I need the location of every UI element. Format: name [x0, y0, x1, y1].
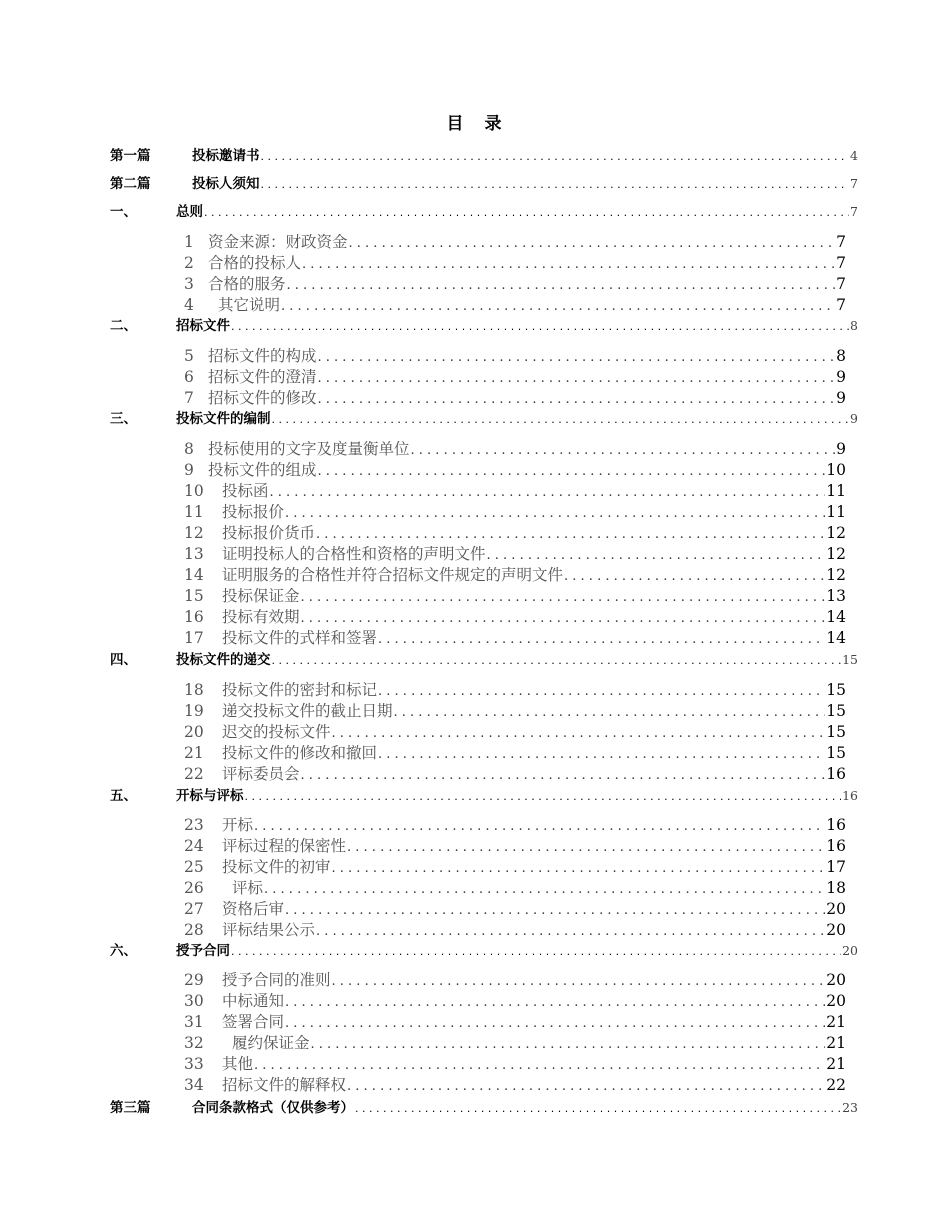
- toc-entry-label: 投标文件的修改和撤回: [222, 744, 378, 762]
- toc-section-entry[interactable]: [110, 1098, 858, 1119]
- toc-entry-number: 一、: [110, 204, 137, 220]
- toc-entry-number: 3: [184, 275, 194, 293]
- toc-dot-leader: [349, 233, 836, 254]
- toc-page-number: 7: [850, 204, 858, 219]
- toc-page-number: 15: [842, 652, 858, 667]
- toc-page-number: 14: [826, 608, 846, 626]
- toc-dot-leader: [318, 461, 826, 482]
- toc-dot-leader: [264, 879, 825, 900]
- toc-page-number: 20: [826, 992, 846, 1010]
- toc-entry-label: 投标有效期: [222, 608, 300, 626]
- toc-entry-number: 25: [184, 858, 204, 876]
- toc-entry-label: 评标过程的保密性: [222, 837, 347, 855]
- toc-subsection-entry[interactable]: [184, 815, 846, 837]
- toc-dot-leader: [301, 587, 826, 608]
- toc-dot-leader: [254, 816, 825, 837]
- toc-entry-label: 其它说明: [218, 296, 281, 314]
- toc-section-entry[interactable]: [110, 650, 858, 671]
- toc-page-number: 20: [826, 900, 846, 918]
- toc-entry-number: 23: [184, 816, 204, 834]
- toc-dot-leader: [394, 702, 826, 723]
- toc-entry-label: 投标报价: [222, 503, 285, 521]
- toc-section-entry[interactable]: [110, 174, 858, 195]
- toc-entry-number: 29: [184, 971, 204, 989]
- toc-entry-number: 六、: [110, 943, 137, 959]
- toc-page-number: 7: [836, 254, 846, 272]
- toc-entry-label: 投标报价货币: [222, 524, 316, 542]
- toc-page-number: 10: [826, 461, 846, 479]
- toc-page-number: 7: [836, 275, 846, 293]
- toc-entry-label: 评标: [232, 879, 264, 897]
- toc-subsection-entry[interactable]: [184, 607, 846, 629]
- toc-entry-label: 投标文件的初审: [222, 858, 331, 876]
- toc-entry-number: 13: [184, 545, 204, 563]
- toc-entry-number: 33: [184, 1055, 204, 1073]
- toc-page-number: 21: [826, 1055, 846, 1073]
- toc-dot-leader: [231, 942, 841, 962]
- toc-page-number: 21: [826, 1034, 846, 1052]
- toc-dot-leader: [272, 410, 850, 430]
- toc-entry-number: 15: [184, 587, 204, 605]
- toc-subsection-entry[interactable]: [184, 544, 846, 566]
- toc-page-number: 18: [826, 879, 846, 897]
- toc-dot-leader: [316, 921, 825, 942]
- toc-entry-number: 34: [184, 1076, 204, 1094]
- toc-entry-label: 证明投标人的合格性和资格的声明文件: [222, 545, 486, 563]
- toc-page-number: 7: [836, 233, 846, 251]
- toc-dot-leader: [281, 296, 835, 317]
- toc-entry-label: 迟交的投标文件: [222, 723, 331, 741]
- toc-entry-label: 投标人须知: [192, 176, 260, 192]
- toc-entry-label: 评标结果公示: [222, 921, 316, 939]
- toc-subsection-entry[interactable]: [184, 274, 846, 296]
- toc-page-number: 12: [826, 524, 846, 542]
- toc-page-number: 12: [826, 545, 846, 563]
- toc-entry-label: 投标使用的文字及度量衡单位: [208, 440, 410, 458]
- toc-page-number: 11: [826, 482, 846, 500]
- toc-subsection-entry[interactable]: [184, 764, 846, 786]
- toc-dot-leader: [245, 787, 842, 807]
- toc-entry-label: 合同条款格式（仅供参考）: [192, 1100, 354, 1116]
- toc-entry-number: 12: [184, 524, 204, 542]
- toc-entry-number: 6: [184, 368, 194, 386]
- toc-subsection-entry[interactable]: [184, 439, 846, 461]
- toc-page-number: 15: [826, 681, 846, 699]
- toc-entry-number: 14: [184, 566, 204, 584]
- toc-entry-number: 5: [184, 347, 194, 365]
- toc-entry-number: 11: [184, 503, 204, 521]
- toc-subsection-entry[interactable]: [184, 565, 846, 587]
- toc-entry-label: 招标文件的澄清: [208, 368, 317, 386]
- toc-entry-number: 2: [184, 254, 194, 272]
- toc-section-entry[interactable]: [110, 202, 858, 223]
- toc-section-entry[interactable]: [110, 786, 858, 807]
- toc-page-number: 9: [836, 440, 846, 458]
- toc-subsection-entry[interactable]: [184, 836, 846, 858]
- toc-dot-leader: [285, 503, 825, 524]
- toc-subsection-entry[interactable]: [184, 743, 846, 765]
- toc-subsection-entry[interactable]: [184, 523, 846, 545]
- toc-subsection-entry[interactable]: [184, 722, 846, 744]
- toc-entry-number: 24: [184, 837, 204, 855]
- toc-subsection-entry[interactable]: [184, 481, 846, 503]
- toc-page-number: 7: [836, 296, 846, 314]
- toc-dot-leader: [285, 992, 825, 1013]
- toc-page-number: 15: [826, 744, 846, 762]
- toc-subsection-entry[interactable]: [184, 680, 846, 702]
- toc-entry-number: 8: [184, 440, 194, 458]
- toc-entry-label: 投标函: [222, 482, 269, 500]
- toc-entry-number: 30: [184, 992, 204, 1010]
- toc-entry-number: 26: [184, 879, 204, 897]
- toc-entry-label: 招标文件的解释权: [222, 1076, 347, 1094]
- toc-entry-number: 第三篇: [110, 1100, 151, 1116]
- toc-page-number: 4: [850, 148, 858, 163]
- toc-entry-label: 投标文件的式样和签署: [222, 629, 378, 647]
- toc-page-number: 11: [826, 503, 846, 521]
- toc-entry-label: 评标委员会: [222, 765, 300, 783]
- toc-page-number: 9: [836, 389, 846, 407]
- toc-section-entry[interactable]: [110, 941, 858, 962]
- toc-page-number: 20: [842, 943, 858, 958]
- toc-dot-leader: [204, 203, 849, 223]
- toc-page-number: 16: [826, 816, 846, 834]
- toc-dot-leader: [231, 317, 849, 337]
- toc-subsection-entry[interactable]: [184, 991, 846, 1013]
- toc-subsection-entry[interactable]: [184, 1075, 846, 1097]
- toc-entry-number: 22: [184, 765, 204, 783]
- toc-subsection-entry[interactable]: [184, 586, 846, 608]
- toc-dot-leader: [378, 744, 825, 765]
- toc-entry-number: 20: [184, 723, 204, 741]
- toc-dot-leader: [301, 608, 826, 629]
- toc-dot-leader: [378, 629, 825, 650]
- toc-page-number: 12: [826, 566, 846, 584]
- toc-page-number: 21: [826, 1013, 846, 1031]
- toc-entry-number: 五、: [110, 788, 137, 804]
- toc-entry-number: 二、: [110, 318, 137, 334]
- toc-entry-label: 其他: [222, 1055, 254, 1073]
- toc-dot-leader: [318, 347, 836, 368]
- toc-entry-number: 21: [184, 744, 204, 762]
- toc-dot-leader: [318, 368, 836, 389]
- toc-dot-leader: [301, 765, 826, 786]
- toc-dot-leader: [487, 545, 826, 566]
- toc-entry-label: 合格的投标人: [208, 254, 302, 272]
- toc-dot-leader: [302, 254, 835, 275]
- toc-entry-number: 7: [184, 389, 194, 407]
- toc-page-number: 20: [826, 921, 846, 939]
- toc-subsection-entry[interactable]: [184, 920, 846, 942]
- toc-dot-leader: [564, 566, 825, 587]
- toc-page-number: 17: [826, 858, 846, 876]
- toc-page-number: 15: [826, 723, 846, 741]
- toc-entry-label: 投标保证金: [222, 587, 300, 605]
- toc-subsection-entry[interactable]: [184, 1012, 846, 1034]
- toc-entry-number: 三、: [110, 411, 137, 427]
- toc-entry-label: 投标文件的递交: [176, 652, 271, 668]
- toc-entry-label: 授予合同: [176, 943, 230, 959]
- toc-dot-leader: [254, 1055, 825, 1076]
- toc-entry-number: 第二篇: [110, 176, 151, 192]
- toc-entry-number: 19: [184, 702, 204, 720]
- toc-page-number: 15: [826, 702, 846, 720]
- toc-entry-label: 授予合同的准则: [222, 971, 331, 989]
- toc-page-number: 13: [826, 587, 846, 605]
- toc-entry-number: 四、: [110, 652, 137, 668]
- toc-dot-leader: [261, 147, 850, 167]
- toc-page-number: 14: [826, 629, 846, 647]
- toc-page-number: 9: [836, 368, 846, 386]
- toc-entry-label: 签署合同: [222, 1013, 285, 1031]
- toc-entry-label: 投标文件的组成: [208, 461, 317, 479]
- toc-dot-leader: [347, 837, 825, 858]
- toc-dot-leader: [347, 1076, 825, 1097]
- toc-section-entry[interactable]: [110, 146, 858, 167]
- toc-entry-label: 投标邀请书: [192, 148, 260, 164]
- toc-entry-label: 招标文件的修改: [208, 389, 317, 407]
- toc-dot-leader: [332, 971, 826, 992]
- toc-page-number: 7: [850, 176, 858, 191]
- page-title: 目 录: [446, 114, 504, 134]
- toc-entry-label: 开标: [222, 816, 254, 834]
- toc-entry-number: 10: [184, 482, 204, 500]
- toc-entry-label: 开标与评标: [176, 788, 244, 804]
- toc-page-number: 22: [826, 1076, 846, 1094]
- toc-dot-leader: [378, 681, 825, 702]
- toc-entry-label: 投标文件的编制: [176, 411, 271, 427]
- toc-page-number: 16: [826, 837, 846, 855]
- toc-dot-leader: [332, 858, 826, 879]
- toc-dot-leader: [355, 1099, 841, 1119]
- toc-page-number: 16: [826, 765, 846, 783]
- toc-entry-label: 招标文件的构成: [208, 347, 317, 365]
- toc-entry-number: 17: [184, 629, 204, 647]
- toc-subsection-entry[interactable]: [184, 970, 846, 992]
- toc-entry-label: 总则: [176, 204, 203, 220]
- toc-subsection-entry[interactable]: [184, 857, 846, 879]
- toc-subsection-entry[interactable]: [184, 899, 846, 921]
- toc-subsection-entry[interactable]: [184, 232, 846, 254]
- toc-page-number: 8: [850, 318, 858, 333]
- toc-entry-label: 合格的服务: [208, 275, 286, 293]
- toc-page-number: 9: [850, 411, 858, 426]
- toc-subsection-entry[interactable]: [184, 367, 846, 389]
- toc-entry-number: 31: [184, 1013, 204, 1031]
- toc-subsection-entry[interactable]: [184, 628, 846, 650]
- toc-subsection-entry[interactable]: [184, 878, 846, 900]
- toc-dot-leader: [285, 900, 825, 921]
- toc-entry-number: 4: [184, 296, 194, 314]
- toc-page-number: 20: [826, 971, 846, 989]
- toc-entry-number: 1: [184, 233, 194, 251]
- toc-subsection-entry[interactable]: [184, 1054, 846, 1076]
- toc-entry-number: 9: [184, 461, 194, 479]
- toc-entry-label: 招标文件: [176, 318, 230, 334]
- toc-page-number: 8: [836, 347, 846, 365]
- toc-entry-label: 投标文件的密封和标记: [222, 681, 378, 699]
- toc-subsection-entry[interactable]: [184, 295, 846, 317]
- toc-section-entry[interactable]: [110, 409, 858, 430]
- toc-entry-number: 第一篇: [110, 148, 151, 164]
- toc-entry-label: 中标通知: [222, 992, 285, 1010]
- toc-subsection-entry[interactable]: [184, 460, 846, 482]
- toc-dot-leader: [272, 651, 842, 671]
- toc-subsection-entry[interactable]: [184, 253, 846, 275]
- toc-subsection-entry[interactable]: [184, 346, 846, 368]
- toc-entry-number: 28: [184, 921, 204, 939]
- toc-subsection-entry[interactable]: [184, 502, 846, 524]
- toc-entry-number: 18: [184, 681, 204, 699]
- toc-entry-label: 证明服务的合格性并符合招标文件规定的声明文件: [222, 566, 564, 584]
- toc-subsection-entry[interactable]: [184, 701, 846, 723]
- toc-dot-leader: [270, 482, 826, 503]
- toc-subsection-entry[interactable]: [184, 1033, 846, 1055]
- toc-section-entry[interactable]: [110, 316, 858, 337]
- toc-dot-leader: [411, 440, 836, 461]
- toc-entry-number: 16: [184, 608, 204, 626]
- toc-subsection-entry[interactable]: [184, 388, 846, 410]
- toc-dot-leader: [287, 275, 836, 296]
- toc-entry-label: 资金来源：财政资金: [208, 233, 348, 251]
- toc-page-number: 23: [842, 1100, 858, 1115]
- toc-dot-leader: [316, 524, 825, 545]
- toc-entry-label: 递交投标文件的截止日期: [222, 702, 393, 720]
- toc-entry-label: 资格后审: [222, 900, 285, 918]
- toc-page-number: 16: [842, 788, 858, 803]
- toc-entry-number: 32: [184, 1034, 204, 1052]
- toc-entry-label: 履约保证金: [232, 1034, 310, 1052]
- toc-entry-number: 27: [184, 900, 204, 918]
- toc-dot-leader: [332, 723, 826, 744]
- toc-dot-leader: [318, 389, 836, 410]
- toc-dot-leader: [261, 175, 850, 195]
- toc-dot-leader: [311, 1034, 826, 1055]
- toc-dot-leader: [285, 1013, 825, 1034]
